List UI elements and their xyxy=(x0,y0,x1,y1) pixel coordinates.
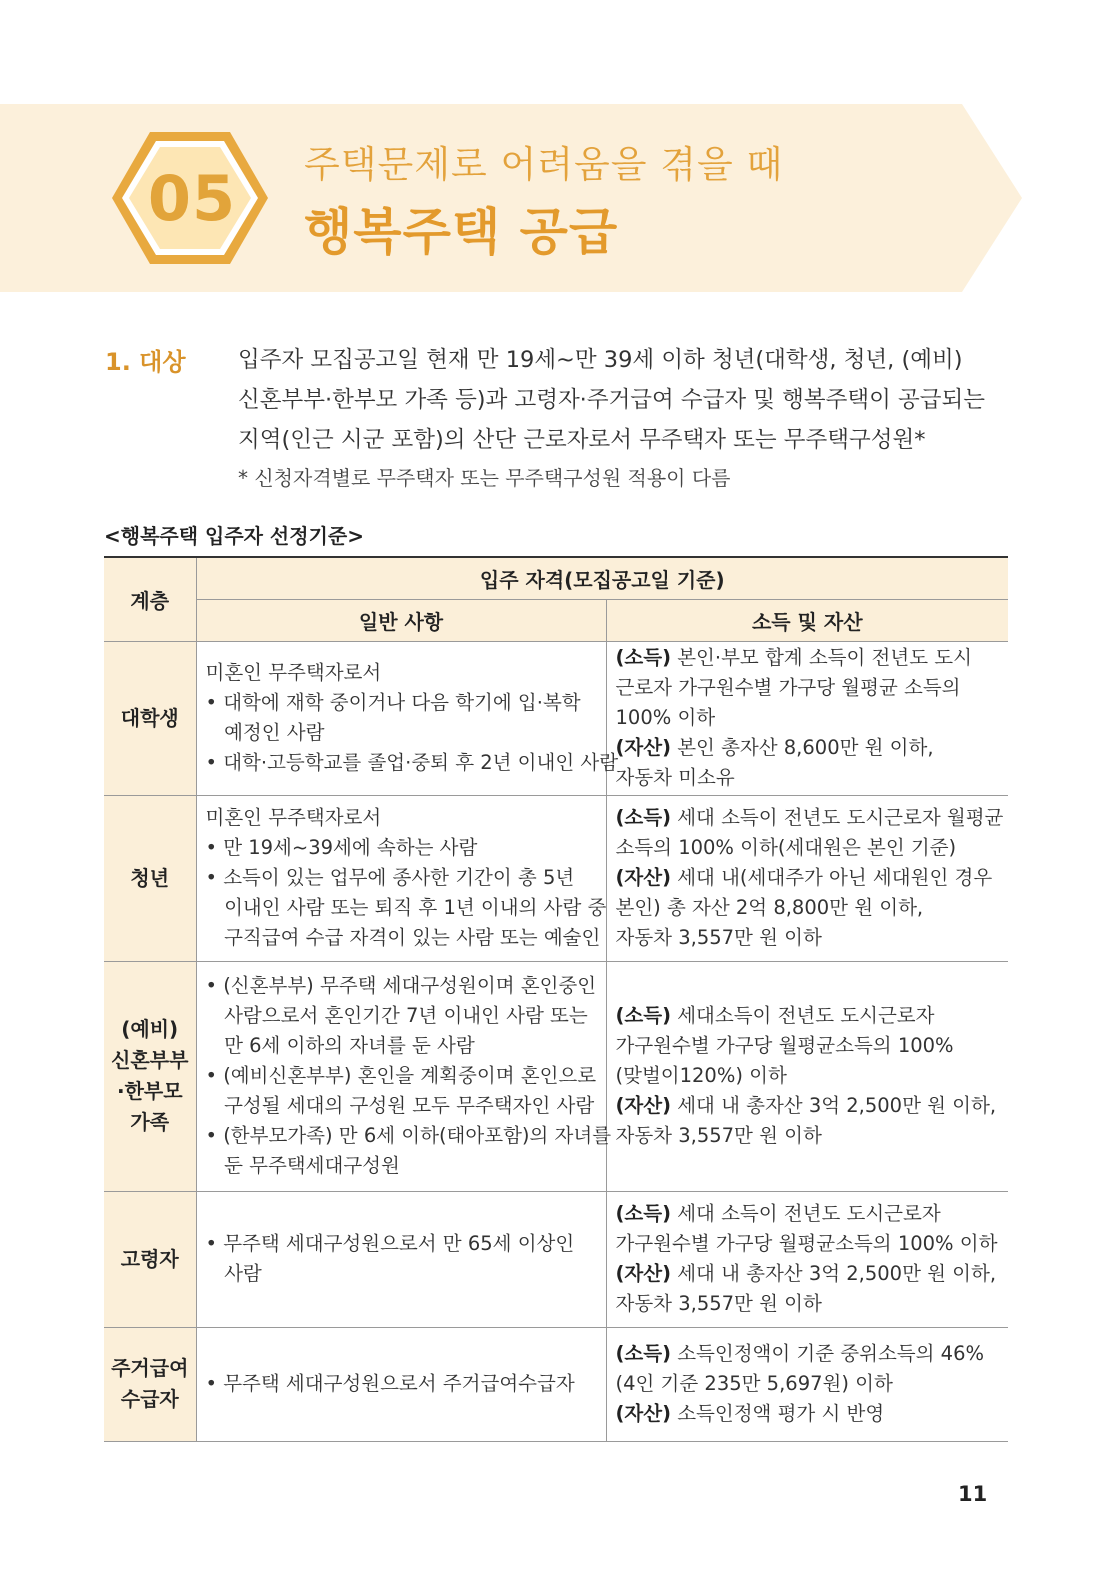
category-text: 청년 xyxy=(130,865,170,890)
income-line xyxy=(616,803,1003,833)
general-line: 구직급여 수급 자격이 있는 사람 또는 예술인 xyxy=(205,926,601,949)
income-line xyxy=(616,703,1003,733)
table-row xyxy=(104,1327,1008,1441)
income-tag: (소득) xyxy=(615,1202,671,1225)
income-text: 세대 소득이 전년도 도시근로자 xyxy=(671,1202,941,1225)
page-subtitle: 주택문제로 어려움을 겪을 때 xyxy=(304,143,784,186)
income-text: 자동차 3,557만 원 이하 xyxy=(615,1292,822,1315)
income-line xyxy=(616,1031,1003,1061)
section-body-line: 입주자 모집공고일 현재 만 19세~만 39세 이하 청년(대학생, 청년, (예비) xyxy=(238,347,963,373)
general-line: • (신혼부부) 무주택 세대구성원이며 혼인중인 xyxy=(205,974,597,997)
income-text: 세대소득이 전년도 도시근로자 xyxy=(671,1004,935,1027)
eligibility-table xyxy=(104,556,1008,1442)
income-line xyxy=(616,1001,1003,1031)
general-line: • (한부모가족) 만 6세 이하(태아포함)의 자녀를 xyxy=(205,1124,612,1147)
table-header-row xyxy=(104,557,1008,599)
row-general xyxy=(196,1327,606,1441)
income-text: 세대 내(세대주가 아닌 세대원인 경우 xyxy=(671,866,993,889)
income-line xyxy=(616,643,1003,673)
income-text: 본인 총자산 8,600만 원 이하, xyxy=(671,736,934,759)
income-text: 세대 소득이 전년도 도시근로자 월평균 xyxy=(671,806,1004,829)
row-category xyxy=(104,641,196,795)
general-line: 사람으로서 혼인기간 7년 이내인 사람 또는 xyxy=(205,1004,588,1027)
asset-tag: (자산) xyxy=(615,736,671,759)
general-line: 사람 xyxy=(205,1262,262,1285)
income-text: 자동차 3,557만 원 이하 xyxy=(615,1124,822,1147)
income-text: 100% 이하 xyxy=(615,706,716,729)
asset-tag: (자산) xyxy=(615,866,671,889)
section-footnote: * 신청자격별로 무주택자 또는 무주택구성원 적용이 다름 xyxy=(238,466,731,490)
income-line xyxy=(616,863,1003,893)
general-line: • 대학·고등학교를 졸업·중퇴 후 2년 이내인 사람 xyxy=(205,751,619,774)
category-text: 신혼부부 xyxy=(111,1048,189,1072)
header-general: 일반 사항 xyxy=(196,599,606,641)
table-subheader-row xyxy=(104,599,1008,641)
income-text: 자동차 미소유 xyxy=(615,766,735,789)
row-category xyxy=(104,961,196,1191)
category-text: 주거급여 xyxy=(111,1356,189,1380)
income-line xyxy=(616,733,1003,763)
income-text: 세대 내 총자산 3억 2,500만 원 이하, xyxy=(671,1262,997,1285)
income-text: 소득인정액 평가 시 반영 xyxy=(671,1402,885,1425)
row-general xyxy=(196,961,612,1191)
income-text: 본인) 총 자산 2억 8,800만 원 이하, xyxy=(615,896,924,919)
row-category xyxy=(104,795,196,961)
general-line: • 소득이 있는 업무에 종사한 기간이 총 5년 xyxy=(205,866,575,889)
row-income xyxy=(606,795,1008,961)
row-income xyxy=(606,641,1008,795)
income-text: 자동차 3,557만 원 이하 xyxy=(615,926,822,949)
income-text: 세대 내 총자산 3억 2,500만 원 이하, xyxy=(671,1094,997,1117)
income-text: 가구원수별 가구당 월평균소득의 100% xyxy=(615,1034,954,1057)
row-category xyxy=(104,1327,196,1441)
general-line: 구성될 세대의 구성원 모두 무주택자인 사람 xyxy=(205,1094,595,1117)
general-line: • 대학에 재학 중이거나 다음 학기에 입·복학 xyxy=(205,691,581,714)
table-row xyxy=(104,961,1008,1191)
income-line xyxy=(616,763,1003,793)
table-row xyxy=(104,1191,1008,1327)
general-line: 미혼인 무주택자로서 xyxy=(205,806,382,829)
page-number: 11 xyxy=(958,1482,988,1506)
page-title: 행복주택 공급 xyxy=(304,203,619,261)
general-line: • (예비신혼부부) 혼인을 계획중이며 혼인으로 xyxy=(205,1064,597,1087)
category-text: 대학생 xyxy=(120,705,179,730)
general-line: 예정인 사람 xyxy=(205,721,325,744)
section-body xyxy=(238,340,1008,460)
income-line xyxy=(616,1091,1003,1121)
general-line: 미혼인 무주택자로서 xyxy=(205,661,382,684)
row-category xyxy=(104,1191,196,1327)
general-line: • 무주택 세대구성원으로서 주거급여수급자 xyxy=(205,1372,575,1395)
income-line xyxy=(616,1339,1003,1369)
general-line: • 무주택 세대구성원으로서 만 65세 이상인 xyxy=(205,1232,575,1255)
table-row xyxy=(104,795,1008,961)
table-row xyxy=(104,641,1008,795)
income-line xyxy=(616,893,1003,923)
income-line xyxy=(616,673,1003,703)
income-tag: (소득) xyxy=(615,1342,671,1365)
income-line xyxy=(616,1399,1003,1429)
income-text: (4인 기준 235만 5,697원) 이하 xyxy=(615,1372,893,1395)
table-caption: <행복주택 입주자 선정기준> xyxy=(104,524,364,548)
income-line xyxy=(616,1289,1003,1319)
row-general xyxy=(196,795,606,961)
asset-tag: (자산) xyxy=(615,1402,671,1425)
row-general xyxy=(196,641,619,795)
income-text: (맞벌이120%) 이하 xyxy=(615,1064,787,1087)
row-income xyxy=(606,1191,1008,1327)
general-line: • 만 19세~39세에 속하는 사람 xyxy=(205,836,478,859)
income-text: 소득의 100% 이하(세대원은 본인 기준) xyxy=(615,836,957,859)
income-line xyxy=(616,1199,1003,1229)
income-text: 본인·부모 합계 소득이 전년도 도시 xyxy=(671,646,972,669)
general-line: 이내인 사람 또는 퇴직 후 1년 이내의 사람 중 xyxy=(205,896,607,919)
row-income xyxy=(606,1327,1008,1441)
section-body-line: 신혼부부·한부모 가족 등)과 고령자·주거급여 수급자 및 행복주택이 공급되는 xyxy=(238,387,985,413)
asset-tag: (자산) xyxy=(615,1094,671,1117)
income-text: 근로자 가구원수별 가구당 월평균 소득의 xyxy=(615,676,961,699)
income-line xyxy=(616,1121,1003,1151)
income-line xyxy=(616,833,1003,863)
income-line xyxy=(616,923,1003,953)
income-tag: (소득) xyxy=(615,1004,671,1027)
income-text: 소득인정액이 기준 중위소득의 46% xyxy=(671,1342,985,1365)
section-label: 1. 대상 xyxy=(105,348,186,376)
general-line: 둔 무주택세대구성원 xyxy=(205,1154,400,1177)
category-text: (예비) xyxy=(121,1017,179,1041)
income-tag: (소득) xyxy=(615,646,671,669)
category-text: 가족 xyxy=(130,1110,170,1134)
income-tag: (소득) xyxy=(615,806,671,829)
income-line xyxy=(616,1259,1003,1289)
income-text: 가구원수별 가구당 월평균소득의 100% 이하 xyxy=(615,1232,998,1255)
income-line xyxy=(616,1369,1003,1399)
section-body-line: 지역(인근 시군 포함)의 산단 근로자로서 무주택자 또는 무주택구성원* xyxy=(238,427,926,453)
category-text: ·한부모 xyxy=(116,1079,183,1103)
income-line xyxy=(616,1061,1003,1091)
header-category: 계층 xyxy=(104,557,196,641)
header-group: 입주 자격(모집공고일 기준) xyxy=(196,557,1008,599)
category-text: 수급자 xyxy=(120,1387,179,1411)
general-line: 만 6세 이하의 자녀를 둔 사람 xyxy=(205,1034,475,1057)
income-line xyxy=(616,1229,1003,1259)
section-number: 05 xyxy=(147,162,237,235)
row-general xyxy=(196,1191,606,1327)
header-income-assets: 소득 및 자산 xyxy=(606,599,1008,641)
row-income xyxy=(606,961,1008,1191)
category-text: 고령자 xyxy=(120,1246,179,1271)
asset-tag: (자산) xyxy=(615,1262,671,1285)
